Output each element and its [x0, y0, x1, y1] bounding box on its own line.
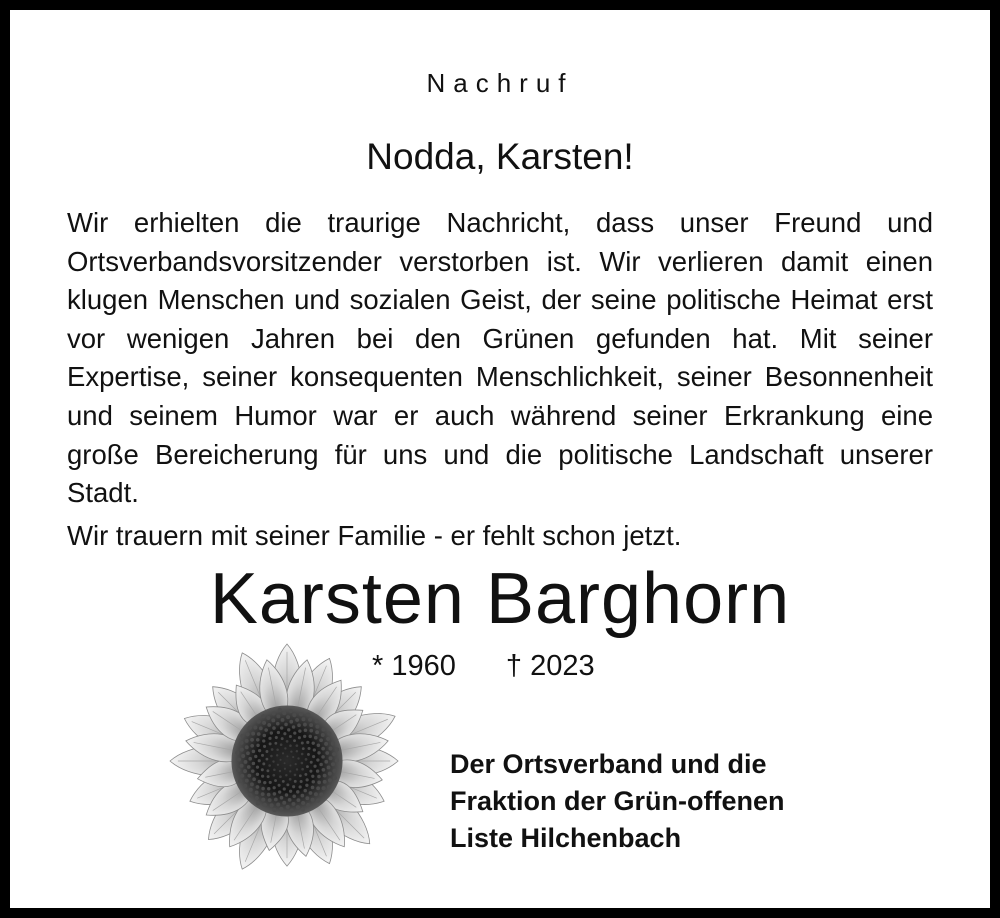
- deceased-name: Karsten Barghorn: [209, 559, 791, 639]
- body-text: [67, 204, 933, 555]
- sender-line: Fraktion der Grün-offenen: [450, 786, 785, 816]
- body-paragraph: Wir erhielten die traurige Nachricht, dass unser Freund und Ortsverbandsvorsitzender verstorben ist. Wir verlieren damit einen klugen Menschen und sozialen Geist, der seine politische Heimat erst vor wenigen Jahren bei den Grünen gefunden hat. Mit seiner Expertise, seiner konsequenten Menschlichkeit, seiner Besonnenheit und seinem Humor war er auch während seiner Erkrankung eine große Bereicherung für uns und die politische Landschaft unserer Stadt.: [67, 207, 933, 509]
- closing-line: Wir trauern mit seiner Familie - er fehlt schon jetzt.: [67, 519, 682, 551]
- sunflower-icon: [168, 642, 406, 880]
- sender-line: Der Ortsverband und die: [450, 749, 767, 779]
- salutation: Nodda, Karsten!: [366, 136, 634, 177]
- death-year: † 2023: [505, 650, 595, 682]
- sender-block: [450, 746, 785, 857]
- notice-kicker: Nachruf: [426, 68, 574, 98]
- sender-line: Liste Hilchenbach: [450, 823, 682, 853]
- birth-year: * 1960: [372, 650, 456, 682]
